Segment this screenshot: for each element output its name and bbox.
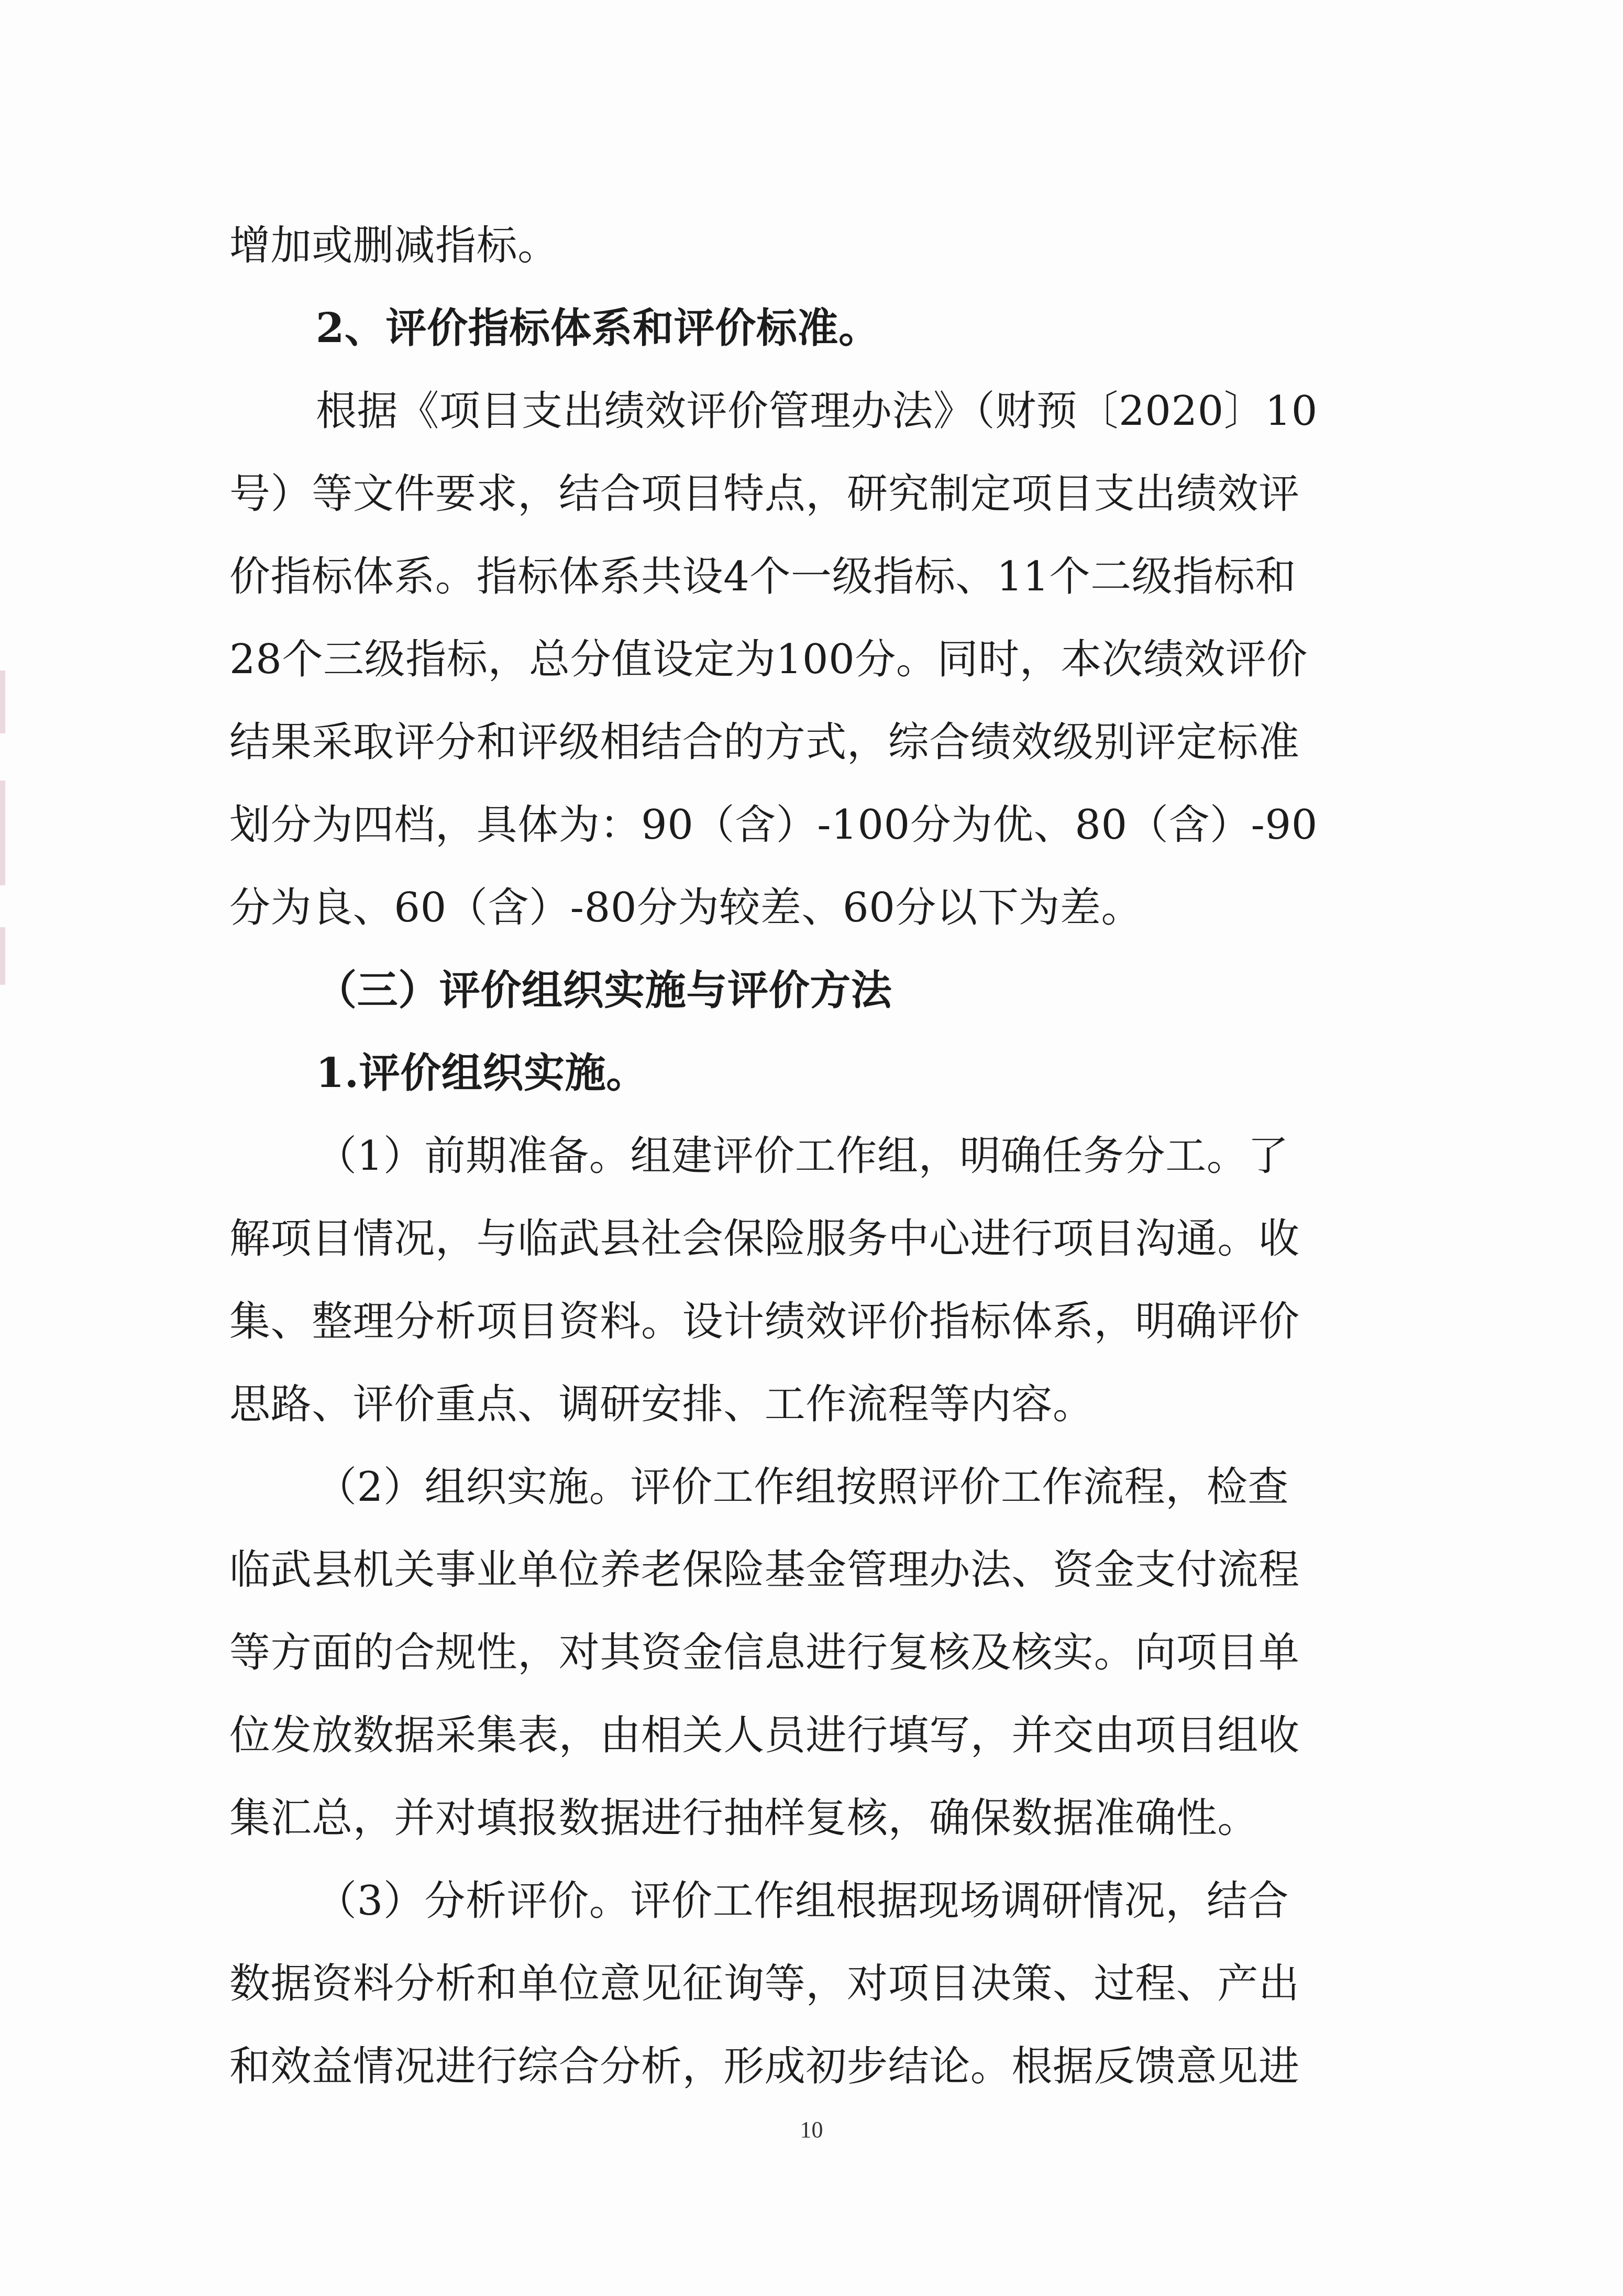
document-body: [229, 204, 1361, 2108]
paragraph-preparation: （1）前期准备。组建评价工作组，明确任务分工。了 解项目情况，与临武县社会保险服务中心进行项目沟通。收 集、整理分析项目资料。设计绩效评价指标体系，明确评价 思路、评价重点、调研安排、工作流程等内容。: [229, 1133, 1300, 1428]
scan-artifact: [0, 781, 5, 885]
paragraph-analysis: （3）分析评价。评价工作组根据现场调研情况，结合 数据资料分析和单位意见征询等，对项目决策、过程、产出 和效益情况进行综合分析，形成初步结论。根据反馈意见进: [229, 1877, 1300, 2090]
heading-section-three: （三）评价组织实施与评价方法: [316, 966, 892, 1014]
heading-indicator-system: 2、评价指标体系和评价标准。: [316, 304, 880, 352]
scan-artifact: [0, 671, 5, 733]
page-number: 10: [800, 2117, 823, 2143]
paragraph-implementation: （2）组织实施。评价工作组按照评价工作流程，检查 临武县机关事业单位养老保险基金管理办法、资金支付流程 等方面的合规性，对其资金信息进行复核及核实。向项目单 位发放数据采集表，由相关人员进行填写，并交由项目组收 集汇总，并对填报数据进行抽样复核，确保数据准确性。: [229, 1464, 1300, 1842]
paragraph-continuation: 增加或删减指标。: [229, 222, 559, 269]
scan-artifact: [0, 927, 5, 985]
heading-organization: 1.评价组织实施。: [316, 1049, 647, 1097]
paragraph-indicator-system: 根据《项目支出绩效评价管理办法》（财预〔2020〕10 号）等文件要求，结合项目特点，研究制定项目支出绩效评 价指标体系。指标体系共设4个一级指标、11个二级指标和 28个三级指标，总分值设定为100分。同时，本次绩效评价 结果采取评分和评级相结合的方式，综合绩效级别评定标准 划分为四档，具体为：90（含）-100分为优、80（含）-90 分为良、60（含）-80分为较差、60分以下为差。: [229, 388, 1318, 931]
